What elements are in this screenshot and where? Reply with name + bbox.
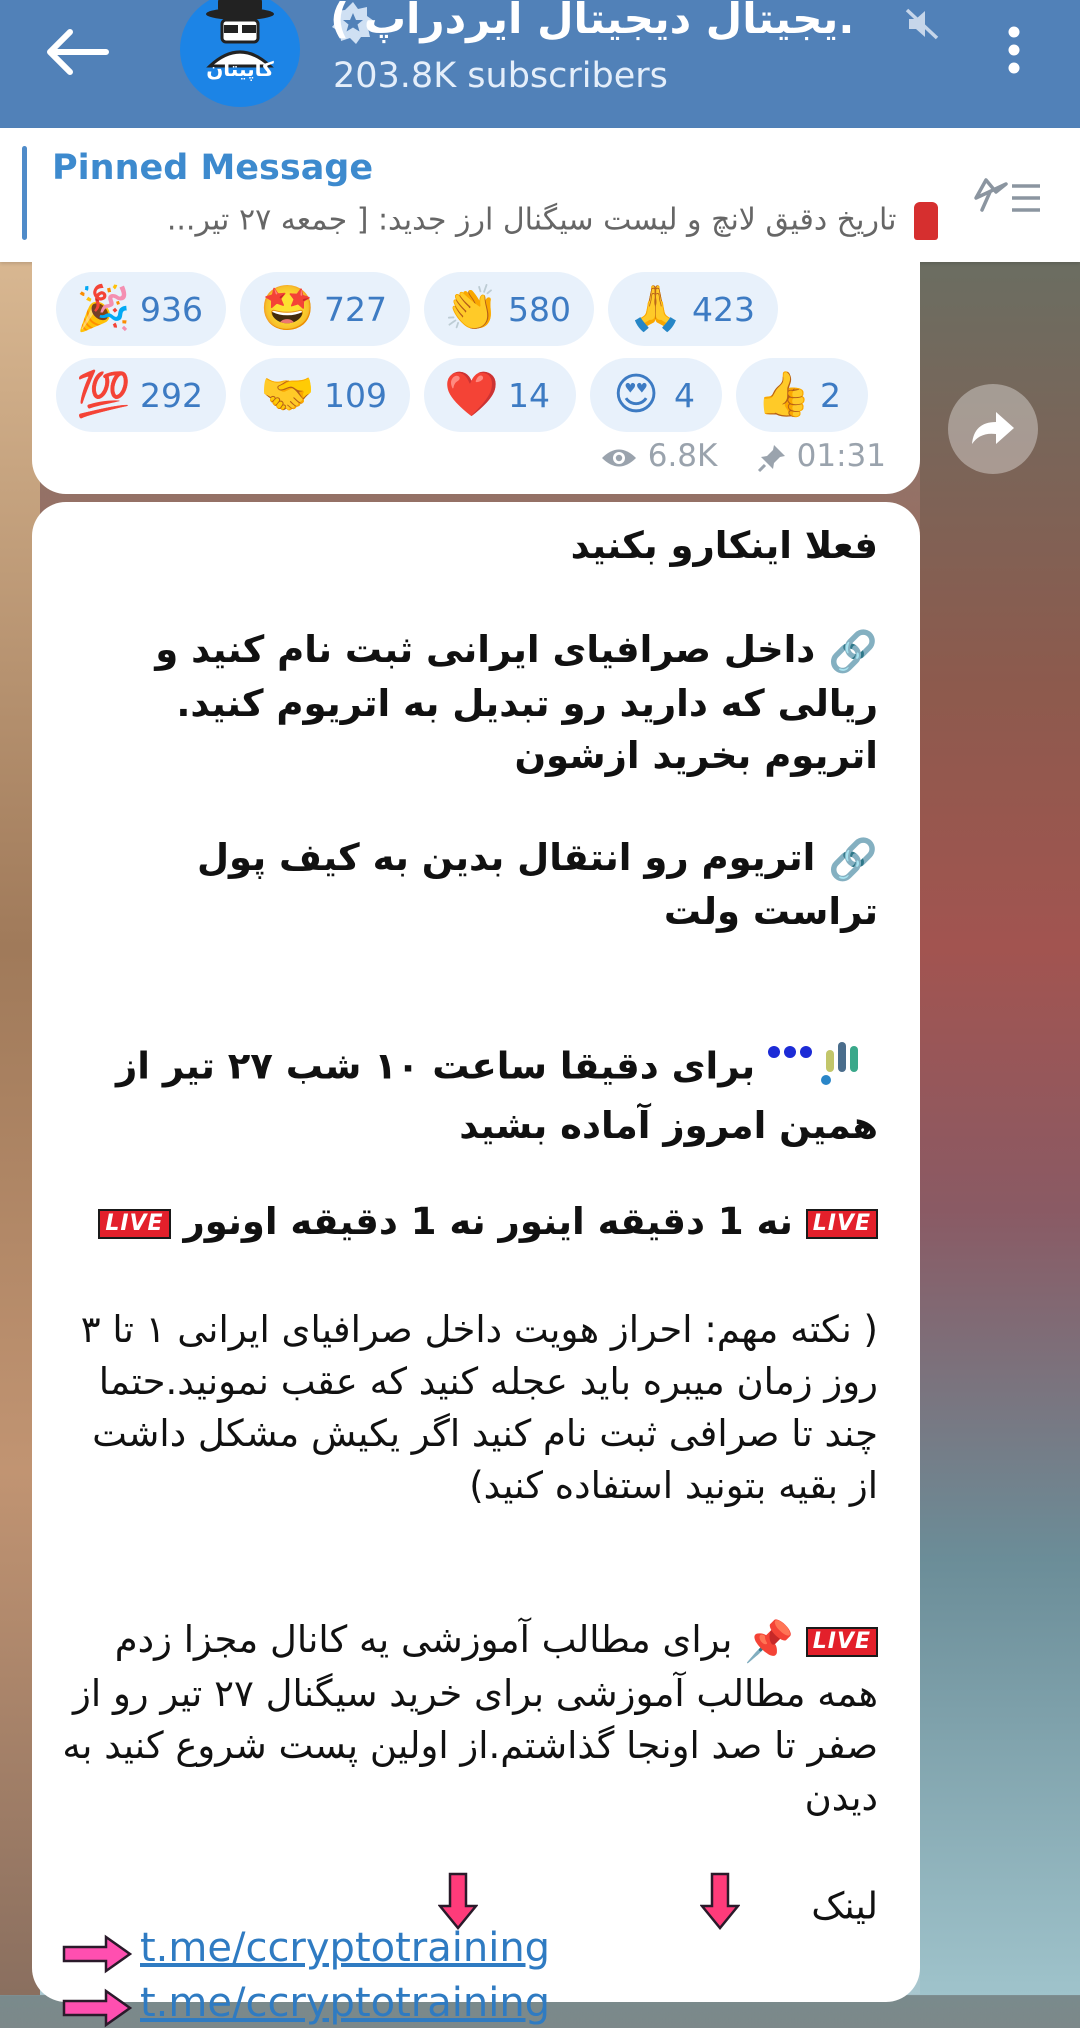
- paragraph-6-text: برای مطالب آموزشی یه کانال مجزا زدم همه مطالب آموزشی برای خرید سیگنال ۲۷ تیر رو از صفر تا صد اونجا گذاشتم.از اولین پست شروع کنید به دیدن: [62, 1618, 878, 1819]
- paragraph-2-text: اتریوم رو انتقال بدین به کیف پول تراست ولت: [196, 836, 878, 933]
- link-icon: 🔗: [828, 628, 878, 675]
- paragraph-3-text: برای دقیقا ساعت ۱۰ شب ۲۷ تیر از همین امروز آماده بشید: [115, 1044, 878, 1147]
- reaction-count: 423: [692, 290, 755, 329]
- eye-icon: [600, 445, 638, 471]
- pinned-list-icon[interactable]: [972, 170, 1044, 224]
- channel-header: [0, 0, 1080, 128]
- link-icon: 🔗: [828, 836, 878, 883]
- message-paragraph-2: [60, 832, 878, 938]
- pinned-preview-text: [52, 202, 938, 240]
- party-popper-icon: 🎉: [76, 283, 131, 334]
- heart-eyes-icon: 😍: [613, 369, 659, 420]
- message-paragraph-5: ( نکته مهم: احراز هویت داخل صرافیای ایرانی ۱ تا ۳ روز زمان میبره باید عجله کنید که عقب نمونید.حتما چند تا صرافی ثبت نام کنید اگر یکیش مشکل داشت از بقیه بتونید استفاده کنید): [80, 1308, 878, 1507]
- paragraph-1-text: داخل صرافیای ایرانی ثبت نام کنید و ریالی که دارید رو تبدیل به اتریوم کنید. اتریوم بخرید ازشون: [155, 628, 878, 777]
- live-badge-icon: LIVE: [806, 1627, 878, 1657]
- channel-avatar[interactable]: [180, 0, 300, 107]
- reaction-count: 2: [820, 376, 841, 415]
- avatar-text: کاپیتان: [206, 57, 274, 81]
- reaction-pray[interactable]: [608, 272, 778, 346]
- channel-link-2[interactable]: t.me/ccryptotraining: [140, 1980, 551, 2026]
- reaction-heart-eyes[interactable]: [590, 358, 722, 432]
- pin-icon: [757, 443, 787, 473]
- red-heart-icon: ❤️: [444, 369, 499, 420]
- channel-link[interactable]: t.me/ccryptotraining: [140, 1925, 551, 1971]
- reaction-count: 109: [324, 376, 387, 415]
- pinned-message-bar[interactable]: [0, 128, 1080, 262]
- fire-extinguisher-icon: [914, 202, 938, 240]
- channel-title[interactable]: .یجیتال دیجیتال ایردراپ ): [330, 0, 855, 43]
- message-time: 01:31: [796, 438, 886, 474]
- reaction-heart[interactable]: [424, 358, 576, 432]
- reaction-count: 14: [508, 376, 550, 415]
- live-badge-icon: LIVE: [98, 1209, 170, 1239]
- reaction-hundred[interactable]: [56, 358, 226, 432]
- reaction-count: 4: [674, 376, 695, 415]
- right-arrow-icon: [62, 1988, 132, 2028]
- reaction-star-struck[interactable]: [240, 272, 410, 346]
- back-arrow-icon[interactable]: [40, 26, 116, 78]
- message-line-1: فعلا اینکارو بکنید: [570, 524, 878, 567]
- muted-speaker-icon: [905, 6, 941, 42]
- reaction-handshake[interactable]: [240, 358, 410, 432]
- right-arrow-icon: [62, 1934, 132, 1974]
- more-vertical-icon[interactable]: [1000, 20, 1028, 80]
- reaction-party[interactable]: [56, 272, 226, 346]
- subscriber-count: 203.8K subscribers: [333, 56, 668, 96]
- share-arrow-icon: [948, 384, 1038, 474]
- chat-wallpaper-right: [920, 250, 1080, 1995]
- detective-logo-icon: [180, 0, 300, 107]
- folded-hands-icon: 🙏: [628, 283, 683, 334]
- clapping-hands-icon: 👏: [444, 283, 499, 334]
- link-label: لینک: [811, 1884, 878, 1928]
- message-paragraph-1: [60, 624, 878, 782]
- live-badge-icon: LIVE: [806, 1209, 878, 1239]
- hundred-points-icon: 💯: [76, 369, 131, 420]
- reaction-count: 292: [140, 376, 203, 415]
- signal-bars-icon: [768, 1036, 878, 1100]
- reaction-count: 580: [508, 290, 571, 329]
- message-paragraph-6: [60, 1614, 878, 1824]
- pinned-preview-label: تاریخ دقیق لانچ و لیست سیگنال ارز جدید: [ جمعه ۲۷ تیر...: [166, 202, 897, 238]
- star-struck-icon: 🤩: [260, 283, 315, 334]
- reaction-clap[interactable]: [424, 272, 594, 346]
- pinned-title: Pinned Message: [52, 148, 374, 188]
- view-count: 6.8K: [647, 438, 718, 474]
- thumbs-up-icon: 👍: [756, 369, 811, 420]
- paragraph-4-text: نه 1 دقیقه اینور نه 1 دقیقه اونور: [183, 1200, 793, 1243]
- reaction-thumbs-up[interactable]: [736, 358, 868, 432]
- pinned-accent-line: [22, 146, 27, 240]
- message-meta: [600, 438, 886, 474]
- reaction-count: 727: [324, 290, 387, 329]
- forward-button[interactable]: [948, 384, 1038, 474]
- message-paragraph-4: [60, 1196, 878, 1248]
- handshake-icon: 🤝: [260, 369, 315, 420]
- down-arrow-icon: [700, 1872, 740, 1944]
- reaction-count: 936: [140, 290, 203, 329]
- message-paragraph-3: [60, 1036, 878, 1152]
- previous-message-bubble: [32, 262, 920, 494]
- pushpin-icon: 📌: [744, 1618, 794, 1665]
